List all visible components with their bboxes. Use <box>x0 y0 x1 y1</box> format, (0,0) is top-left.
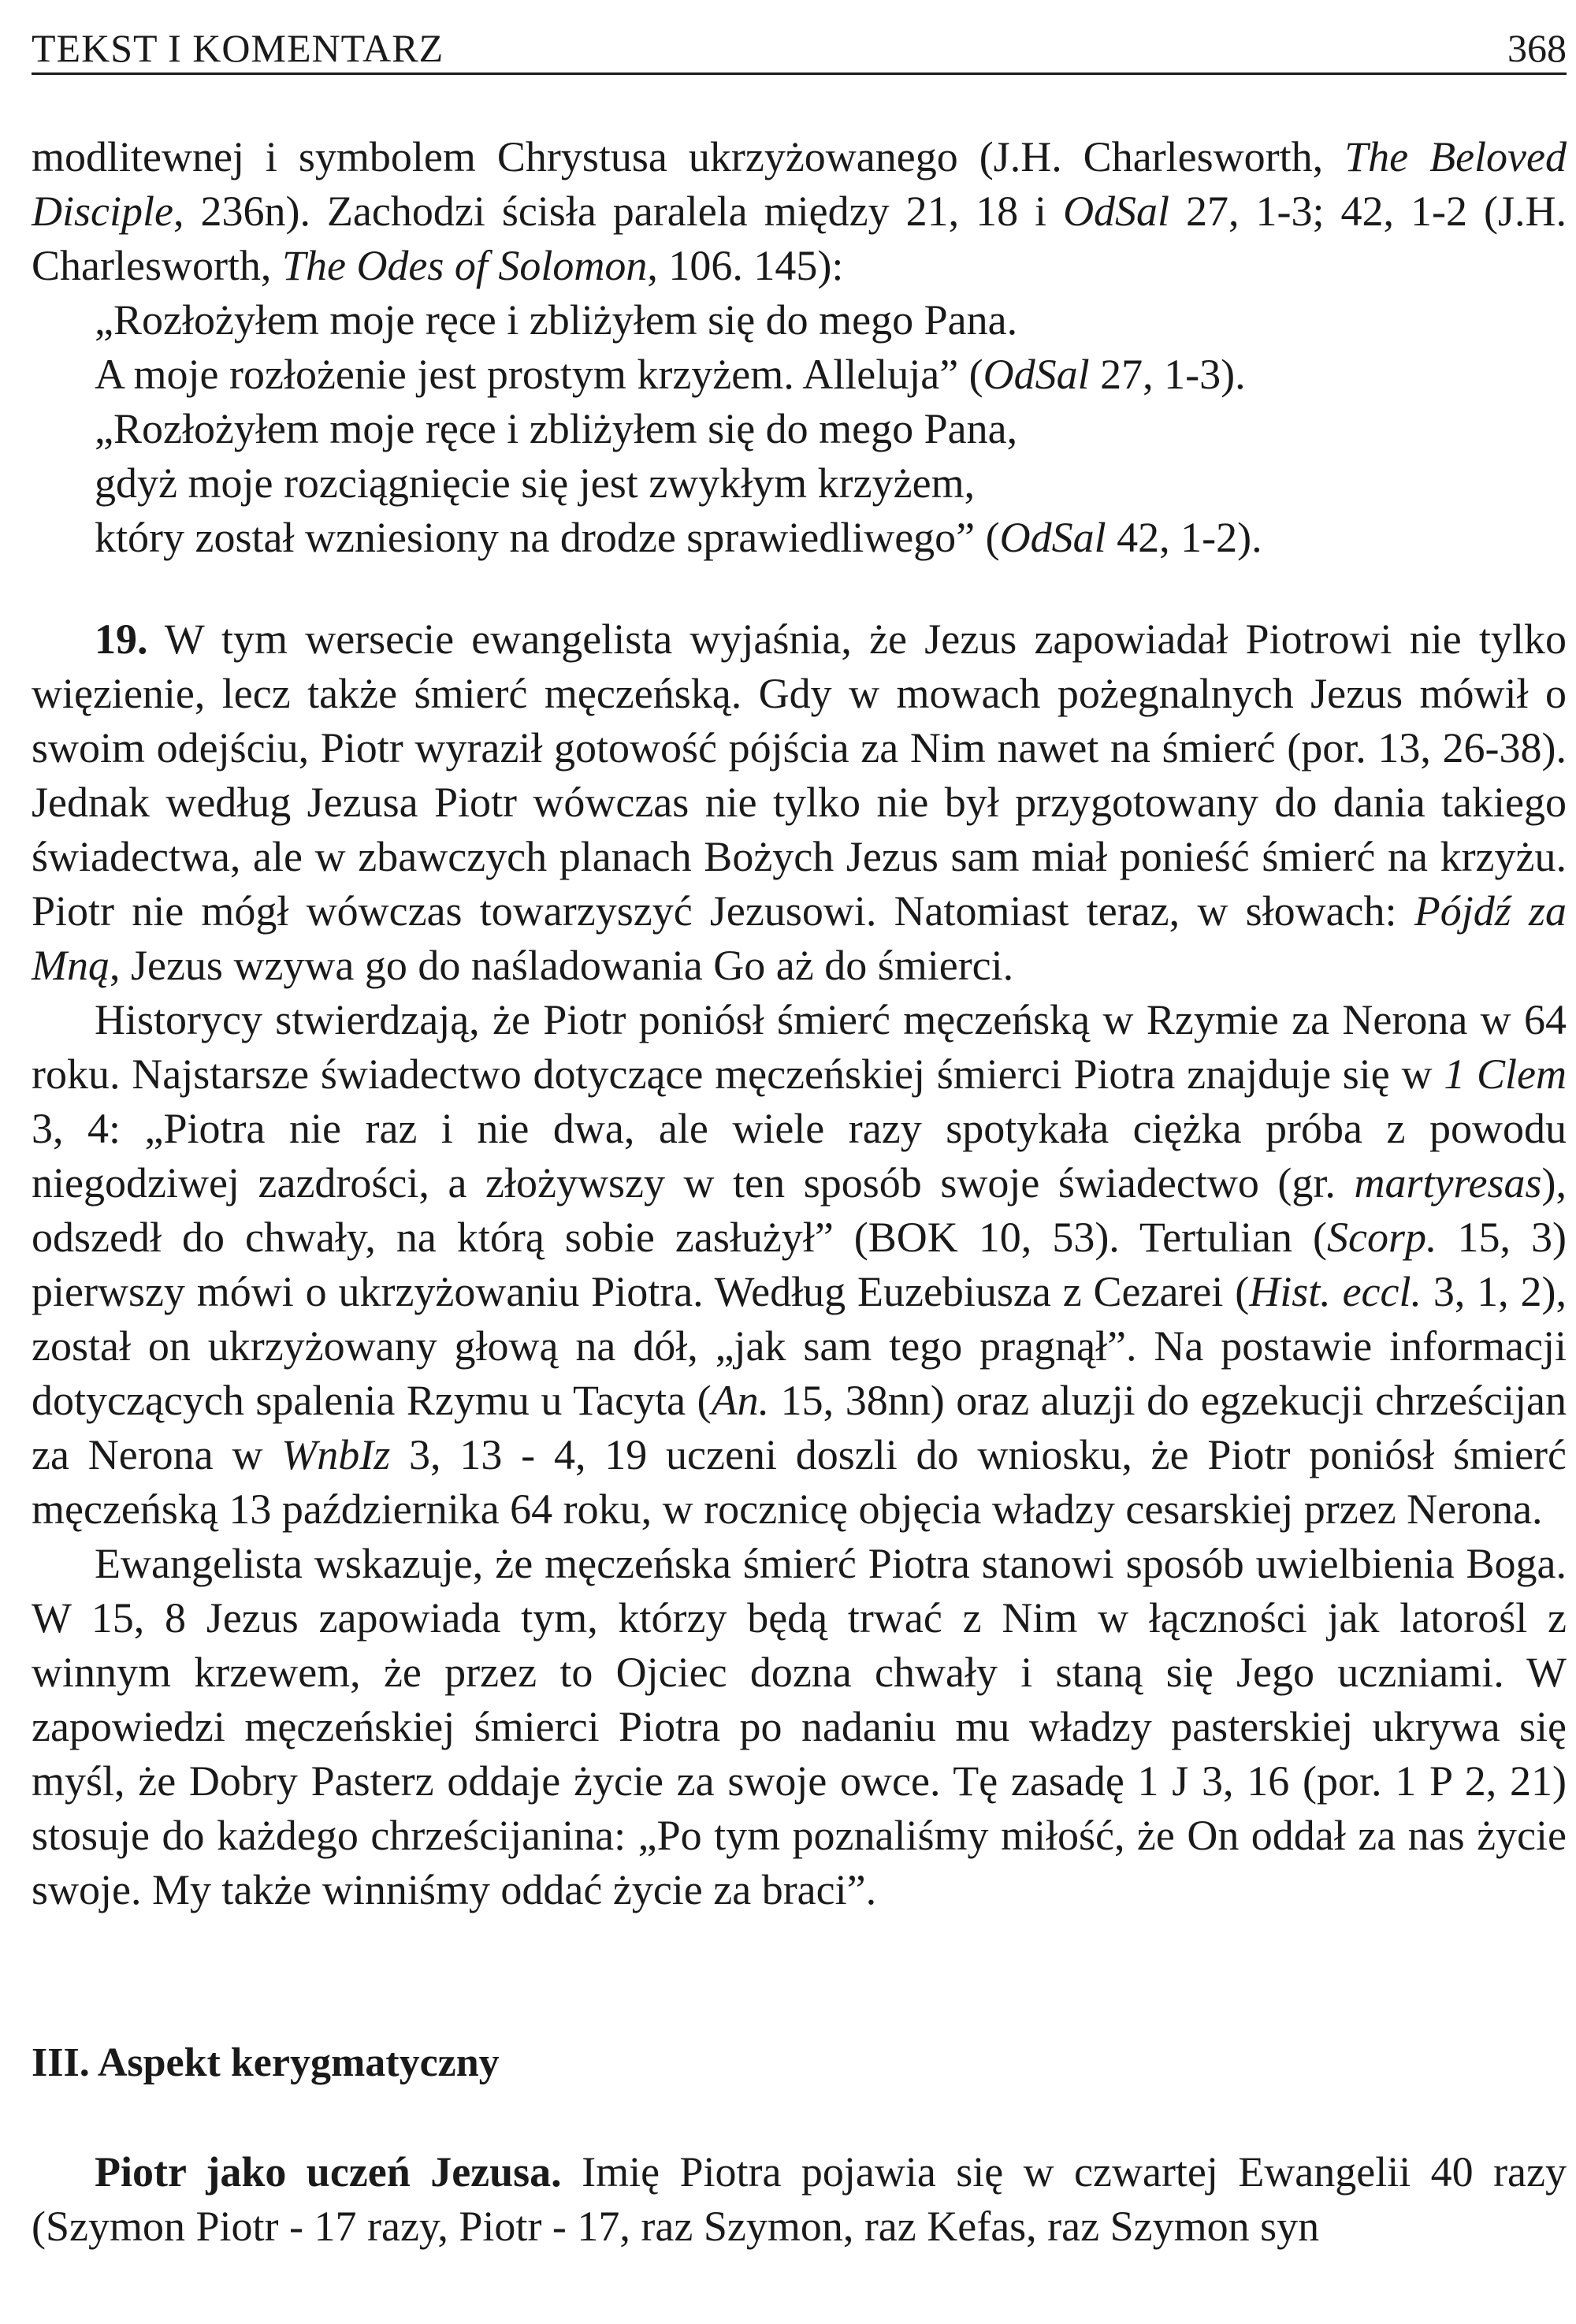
quote-line: „Rozłożyłem moje ręce i zbliżyłem się do mego Pana, <box>95 405 1018 452</box>
page-header <box>32 24 1567 75</box>
quote-line: który został wzniesiony na drodze sprawiedliwego” (OdSal 42, 1-2). <box>95 514 1262 561</box>
page-body <box>32 130 1567 2254</box>
quote-odes-27 <box>32 293 1567 402</box>
paragraph-historians: Historycy stwierdzają, że Piotr poniósł śmierć męczeńską w Rzymie za Nerona w 64 roku. Najstarsze świadectwo dotyczące męczeńskiej śmierci Piotra znajduje się w 1 Clem 3, 4: „Piotra nie raz i nie dwa, ale wiele razy spotykała ciężka próba z powodu niegodziwej zazdrości, a złożywszy w ten sposób swoje świadectwo (gr. martyresas), odszedł do chwały, na którą sobie zasłużył” (BOK 10, 53). Tertulian (Scorp. 15, 3) pierwszy mówi o ukrzyżowaniu Piotra. Według Euzebiusza z Cezarei (Hist. eccl. 3, 1, 2), został on ukrzyżowany głową na dół, „jak sam tego pragnął”. Na postawie informacji dotyczących spalenia Rzymu u Tacyta (An. 15, 38nn) oraz aluzji do egzekucji chrześcijan za Nerona w WnbIz 3, 13 - 4, 19 uczeni doszli do wniosku, że Piotr poniósł śmierć męczeńską 13 października 64 roku, w rocznicę objęcia władzy cesarskiej przez Nerona. <box>32 996 1567 1533</box>
paragraph-verse-19: 19. W tym wersecie ewangelista wyjaśnia, że Jezus zapowiadał Piotrowi nie tylko więzienie, lecz także śmierć męczeńską. Gdy w mowach pożegnalnych Jezus mówił o swoim odejściu, Piotr wyraził gotowość pójścia za Nim nawet na śmierć (por. 13, 26-38). Jednak według Jezusa Piotr wówczas nie tylko nie był przygotowany do dania takiego świadectwa, ale w zbawczych planach Bożych Jezus sam miał ponieść śmierć na krzyżu. Piotr nie mógł wówczas towarzyszyć Jezusowi. Natomiast teraz, w słowach: Pójdź za Mną, Jezus wzywa go do naśladowania Go aż do śmierci. <box>32 615 1567 989</box>
verse-number: 19. <box>95 615 148 663</box>
section-heading: III. Aspekt kerygmatyczny <box>32 2040 500 2085</box>
paragraph-intro: modlitewnej i symbolem Chrystusa ukrzyżowanego (J.H. Charlesworth, The Beloved Disciple, 236n). Zachodzi ścisła paralela między 21, 18 i OdSal 27, 1-3; 42, 1-2 (J.H. Charlesworth, The Odes of Solomon, 106. 145): <box>32 133 1567 289</box>
quote-odes-42 <box>32 402 1567 565</box>
quote-line: „Rozłożyłem moje ręce i zbliżyłem się do mego Pana. <box>95 296 1018 344</box>
quote-line: gdyż moje rozciągnięcie się jest zwykłym krzyżem, <box>95 459 976 507</box>
paragraph-peter-disciple: Piotr jako uczeń Jezusa. Imię Piotra pojawia się w czwartej Ewangelii 40 razy (Szymon Piotr - 17 razy, Piotr - 17, raz Szymon, raz Kefas, raz Szymon syn <box>32 2148 1567 2250</box>
paragraph-lead: Piotr jako uczeń Jezusa. <box>95 2148 562 2196</box>
running-title: TEKST I KOMENTARZ <box>32 26 444 70</box>
paragraph-glorification: Ewangelista wskazuje, że męczeńska śmierć Piotra stanowi sposób uwielbienia Boga. W 15, 8 Jezus zapowiada tym, którzy będą trwać z Nim w łączności jak latorośl z winnym krzewem, że przez to Ojciec dozna chwały i staną się Jego uczniami. W zapowiedzi męczeńskiej śmierci Piotra po nadaniu mu władzy pasterskiej ukrywa się myśl, że Dobry Pasterz oddaje życie za swoje owce. Tę zasadę 1 J 3, 16 (por. 1 P 2, 21) stosuje do każdego chrześcijanina: „Po tym poznaliśmy miłość, że On oddał za nas życie swoje. My także winniśmy oddać życie za braci”. <box>32 1540 1567 1913</box>
quote-line: A moje rozłożenie jest prostym krzyżem. Alleluja” (OdSal 27, 1-3). <box>95 351 1246 398</box>
page-number: 368 <box>1507 26 1567 70</box>
